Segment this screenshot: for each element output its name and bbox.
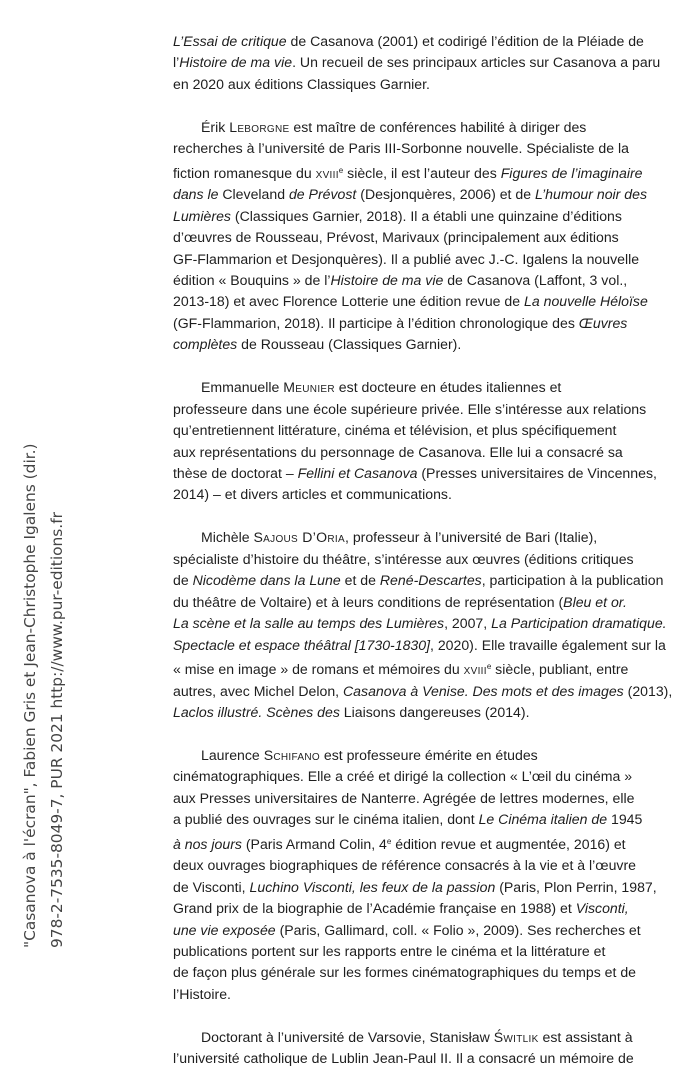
citation-isbn-url-line: 978-2-7535-8049-7, PUR 2021 http://www.pur-editions.fr bbox=[48, 512, 66, 948]
text-run: Grand prix de la biographie de l’Académie française en 1988) et bbox=[173, 900, 576, 917]
text-line bbox=[173, 570, 665, 591]
text-run: édition « Bouquins » de l’ bbox=[173, 271, 331, 288]
text-line bbox=[173, 206, 665, 227]
text-run: Laurence bbox=[201, 746, 264, 763]
text-line bbox=[173, 984, 665, 1005]
italic-title: de Prévost bbox=[288, 186, 357, 203]
text-run: en 2020 aux éditions Classiques Garnier. bbox=[173, 75, 430, 92]
author-name: Świtlik bbox=[493, 1028, 539, 1045]
bio-paragraph-schifano bbox=[173, 745, 665, 1005]
italic-title: L’Essai de critique bbox=[173, 33, 287, 49]
citation-sidebar bbox=[17, 443, 71, 948]
text-line bbox=[173, 227, 665, 248]
text-run: (Paris, Plon Perrin, 1987, bbox=[495, 878, 657, 895]
text-line bbox=[173, 442, 665, 463]
text-line bbox=[173, 52, 665, 73]
author-name: xviii bbox=[463, 661, 487, 678]
text-run: et de bbox=[340, 572, 380, 589]
text-line bbox=[173, 962, 665, 983]
italic-title: Spectacle et espace théâtral [1730-1830] bbox=[173, 636, 430, 653]
text-run: Doctorant à l’université de Varsovie, Stanisław bbox=[201, 1028, 494, 1045]
text-line bbox=[173, 788, 665, 809]
text-line bbox=[173, 1027, 665, 1048]
text-run: (GF-Flammarion, 2018). Il participe à l’édition chronologique des bbox=[173, 314, 579, 331]
text-run: 2014) – et divers articles et communications. bbox=[173, 486, 452, 503]
italic-title: Fellini et Casanova bbox=[297, 465, 418, 482]
text-run: recherches à l’université de Paris III-Sorbonne nouvelle. Spécialiste de la bbox=[173, 140, 629, 157]
text-run: « mise en image » de romans et mémoires du bbox=[173, 661, 464, 678]
text-line bbox=[173, 877, 665, 898]
text-line bbox=[173, 831, 665, 855]
text-run: e bbox=[386, 836, 392, 846]
text-line bbox=[173, 635, 665, 656]
text-line bbox=[173, 1048, 665, 1069]
text-run: , 2007, bbox=[444, 615, 492, 632]
text-run: GF-Flammarion et Desjonquères). Il a publié avec J.-C. Igalens la nouvelle bbox=[173, 250, 640, 267]
text-line bbox=[173, 270, 665, 291]
italic-title: Œuvres bbox=[578, 314, 628, 331]
text-run: l’université catholique de Lublin Jean-Paul II. Il a consacré un mémoire de bbox=[173, 1050, 634, 1067]
text-run: édition revue et augmentée, 2016) et bbox=[391, 835, 626, 852]
text-run: est docteure en études italiennes et bbox=[334, 379, 562, 396]
author-name: Leborgne bbox=[229, 118, 290, 135]
text-line bbox=[173, 484, 665, 505]
italic-title: Lumières bbox=[173, 207, 231, 224]
text-run: a publié des ouvrages sur le cinéma italien, dont bbox=[173, 811, 479, 828]
text-line bbox=[173, 941, 665, 962]
text-run: est assistant à bbox=[538, 1028, 633, 1045]
text-run: e bbox=[486, 662, 492, 672]
text-run: spécialiste d’histoire du théâtre, s’intéresse aux œuvres (éditions critiques bbox=[173, 550, 634, 567]
text-run: d’œuvres de Rousseau, Prévost, Marivaux (principalement aux éditions bbox=[173, 229, 619, 246]
italic-title: Casanova à Venise. Des mots et des images bbox=[343, 682, 624, 699]
text-run: , professeur à l’université de Bari (Italie), bbox=[344, 529, 598, 546]
text-run: (Desjonquères, 2006) et de bbox=[356, 186, 535, 203]
text-run: siècle, il est l’auteur des bbox=[343, 164, 501, 181]
text-run: . Un recueil de ses principaux articles sur Casanova a paru bbox=[292, 54, 661, 71]
text-line bbox=[173, 334, 665, 355]
bio-paragraph-meunier bbox=[173, 377, 665, 506]
italic-title: La nouvelle Héloïse bbox=[524, 293, 648, 310]
text-run: du théâtre de Voltaire) et à leurs conditions de représentation ( bbox=[173, 593, 564, 610]
text-line bbox=[173, 420, 665, 441]
contributors-biographies bbox=[173, 31, 673, 1091]
text-run: Liaisons dangereuses (2014). bbox=[339, 704, 530, 720]
text-line bbox=[173, 898, 665, 919]
italic-title: La scène et la salle au temps des Lumières bbox=[173, 615, 445, 632]
text-run: Michèle bbox=[201, 529, 254, 546]
text-line bbox=[173, 184, 665, 205]
text-run: de Rousseau (Classiques Garnier). bbox=[237, 336, 462, 353]
text-run: (2013), bbox=[623, 682, 673, 699]
text-line bbox=[173, 809, 665, 830]
italic-title: Histoire de ma vie bbox=[179, 54, 293, 71]
bio-paragraph-leborgne bbox=[173, 117, 665, 356]
text-line bbox=[173, 313, 665, 334]
text-line bbox=[173, 291, 665, 312]
text-run: de Casanova (2001) et codirigé l’édition de la Pléiade de bbox=[286, 33, 644, 49]
text-run: autres, avec Michel Delon, bbox=[173, 682, 343, 699]
bio-paragraph-casanova-continuation bbox=[173, 31, 665, 95]
bio-paragraph-sajous-doria bbox=[173, 527, 673, 723]
bio-paragraph-switlik bbox=[173, 1027, 665, 1070]
italic-title: L’humour noir des bbox=[534, 186, 648, 203]
text-line bbox=[173, 74, 665, 95]
text-line bbox=[173, 656, 665, 680]
text-line bbox=[173, 855, 665, 876]
italic-title: dans le bbox=[173, 186, 219, 203]
text-run: de façon plus générale sur les formes cinématographiques du temps et de bbox=[173, 964, 637, 981]
text-run: (Presses universitaires de Vincennes, bbox=[417, 465, 657, 482]
text-run: de Visconti, bbox=[173, 878, 250, 895]
text-line bbox=[173, 160, 665, 184]
text-run: Cleveland bbox=[218, 186, 289, 203]
italic-title: Laclos illustré. Scènes des bbox=[173, 704, 340, 720]
text-run: , 2020). Elle travaille également sur la bbox=[430, 636, 666, 653]
text-run: (Classiques Garnier, 2018). Il a établi une quinzaine d’éditions bbox=[230, 207, 622, 224]
citation-title-line: "Casanova à l'écran", Fabien Gris et Jean-Christophe Igalens (dir.) bbox=[21, 443, 39, 948]
italic-title: Histoire de ma vie bbox=[330, 271, 444, 288]
text-run: (Paris Armand Colin, 4 bbox=[241, 835, 387, 852]
italic-title: Nicodème dans la Lune bbox=[192, 572, 341, 589]
text-line bbox=[173, 702, 665, 723]
italic-title: Bleu et or. bbox=[563, 593, 627, 610]
text-run: , participation à la publication bbox=[481, 572, 664, 589]
text-run: l’ bbox=[173, 54, 180, 71]
italic-title: Visconti, bbox=[575, 900, 629, 917]
author-name: Meunier bbox=[283, 379, 335, 396]
text-run: aux Presses universitaires de Nanterre. Agrégée de lettres modernes, elle bbox=[173, 789, 635, 806]
author-name: xviii bbox=[315, 164, 339, 181]
text-run: fiction romanesque du bbox=[173, 164, 316, 181]
text-line bbox=[173, 138, 665, 159]
italic-title: René-Descartes bbox=[379, 572, 482, 589]
text-line bbox=[173, 592, 665, 613]
text-run: Emmanuelle bbox=[201, 379, 284, 396]
text-line bbox=[173, 117, 665, 138]
italic-title: Figures de l’imaginaire bbox=[500, 164, 643, 181]
text-run: (Paris, Gallimard, coll. « Folio », 2009). Ses recherches et bbox=[275, 921, 641, 938]
italic-title: Luchino Visconti, les feux de la passion bbox=[249, 878, 496, 895]
author-name: Schifano bbox=[263, 746, 320, 763]
text-line bbox=[173, 613, 665, 634]
text-line bbox=[173, 399, 665, 420]
text-run: professeure dans une école supérieure privée. Elle s’intéresse aux relations bbox=[173, 400, 647, 417]
italic-title: complètes bbox=[173, 336, 238, 353]
text-run: Érik bbox=[201, 118, 230, 135]
text-run: publications portent sur les rapports entre le cinéma et la littérature et bbox=[173, 942, 606, 959]
italic-title: Le Cinéma italien de bbox=[478, 811, 608, 828]
italic-title: à nos jours bbox=[173, 835, 242, 852]
text-run: 1945 bbox=[607, 811, 643, 828]
text-run: de Casanova (Laffont, 3 vol., bbox=[443, 271, 628, 288]
text-run: est maître de conférences habilité à diriger des bbox=[289, 118, 587, 135]
author-name: Sajous D’Oria bbox=[253, 529, 345, 546]
text-run: aux représentations du personnage de Casanova. Elle lui a consacré sa bbox=[173, 443, 623, 460]
text-line bbox=[173, 463, 665, 484]
text-run: est professeure émérite en études bbox=[319, 746, 538, 763]
text-run: siècle, publiant, entre bbox=[491, 661, 629, 678]
text-line bbox=[173, 549, 665, 570]
text-run: thèse de doctorat – bbox=[173, 465, 298, 482]
text-line bbox=[173, 377, 665, 398]
text-run: e bbox=[338, 165, 344, 175]
text-run: qu’entretiennent littérature, cinéma et télévision, et plus spécifiquement bbox=[173, 422, 617, 439]
text-line bbox=[173, 249, 665, 270]
text-line bbox=[173, 745, 665, 766]
text-run: deux ouvrages biographiques de référence consacrés à la vie et à l’œuvre bbox=[173, 857, 637, 874]
text-run: cinématographiques. Elle a créé et dirigé la collection « L’œil du cinéma » bbox=[173, 768, 633, 785]
italic-title: une vie exposée bbox=[173, 921, 276, 938]
text-line bbox=[173, 31, 665, 52]
text-line bbox=[173, 920, 665, 941]
text-run: l’Histoire. bbox=[173, 985, 231, 1002]
text-line bbox=[173, 681, 673, 702]
text-run: 2013-18) et avec Florence Lotterie une édition revue de bbox=[173, 293, 525, 310]
text-line bbox=[173, 766, 665, 787]
text-line bbox=[173, 527, 665, 548]
italic-title: La Participation dramatique. bbox=[491, 615, 667, 632]
text-run: de bbox=[173, 572, 193, 589]
